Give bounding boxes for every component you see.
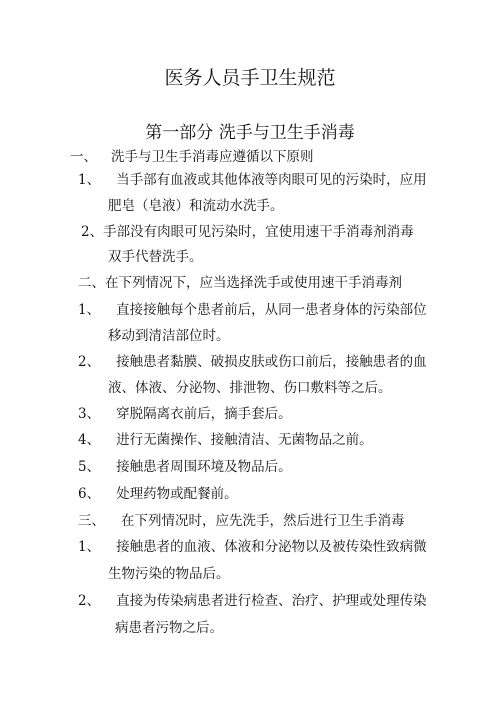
section1-item1-num: 1、 <box>78 172 101 188</box>
section1-item2-num: 2、 <box>81 224 104 240</box>
section2-item1-line1: 直接接触每个患者前后，从同一患者身体的污染部位 <box>116 302 427 318</box>
section2-item5-num: 5、 <box>78 459 101 475</box>
section2-heading <box>78 274 402 292</box>
section2-item3-text: 穿脱隔离衣前后，摘手套后。 <box>116 406 292 422</box>
section3-heading-num: 三、 <box>78 513 105 529</box>
section3-item1 <box>78 538 427 556</box>
section2-item6-num: 6、 <box>78 486 101 502</box>
section1-heading <box>70 148 314 166</box>
section2-item6-text: 处理药物或配餐前。 <box>116 486 238 502</box>
section1-item1 <box>78 171 427 189</box>
section1-item1-line1: 当手部有血液或其他体液等肉眼可见的污染时，应用 <box>116 172 427 188</box>
section1-item1-line2: 肥皂（皂液）和流动水洗手。 <box>108 198 284 214</box>
part-heading: 第一部分 洗手与卫生手消毒 <box>145 123 355 143</box>
section2-item5 <box>78 458 292 476</box>
section2-item4 <box>78 431 373 449</box>
section1-item2-line2: 双手代替洗手。 <box>108 249 203 265</box>
section2-item1 <box>78 301 427 319</box>
section3-item1-line2: 生物污染的物品后。 <box>108 566 230 582</box>
section2-item6 <box>78 485 238 503</box>
section3-item1-num: 1、 <box>78 539 101 555</box>
section1-item2-line1: 手部没有肉眼可见污染时，宜使用速干手消毒剂消毒 <box>103 224 414 240</box>
section3-item2 <box>78 592 427 610</box>
section3-item2-line1: 直接为传染病患者进行检查、治疗、护理或处理传染 <box>116 593 427 609</box>
section3-item2-line2: 病患者污物之后。 <box>115 620 223 636</box>
document-title: 医务人员手卫生规范 <box>164 67 336 89</box>
section1-heading-text: 洗手与卫生手消毒应遵循以下原则 <box>111 149 314 165</box>
section2-item1-num: 1、 <box>78 302 101 318</box>
section1-item2 <box>81 223 414 241</box>
section2-heading-text: 在下列情况下，应当选择洗手或使用速干手消毒剂 <box>105 275 402 291</box>
section3-heading <box>78 512 405 530</box>
section2-heading-num: 二、 <box>78 275 105 291</box>
section2-item2-line2: 液、体液、分泌物、排泄物、伤口敷料等之后。 <box>108 380 392 396</box>
section2-item2-line1: 接触患者黏膜、破损皮肤或伤口前后，接触患者的血 <box>116 354 427 370</box>
section2-item5-text: 接触患者周围环境及物品后。 <box>116 459 292 475</box>
section2-item3-num: 3、 <box>78 406 101 422</box>
section2-item3 <box>78 405 292 423</box>
section3-heading-text: 在下列情况时，应先洗手，然后进行卫生手消毒 <box>121 513 405 529</box>
section2-item2-num: 2、 <box>78 354 101 370</box>
section2-item2 <box>78 353 427 371</box>
section1-heading-num: 一、 <box>70 149 97 165</box>
section2-item4-text: 进行无菌操作、接触清洁、无菌物品之前。 <box>116 432 373 448</box>
section3-item2-num: 2、 <box>78 593 101 609</box>
section2-item1-line2: 移动到清洁部位时。 <box>108 328 230 344</box>
section3-item1-line1: 接触患者的血液、体液和分泌物以及被传染性致病微 <box>116 539 427 555</box>
section2-item4-num: 4、 <box>78 432 101 448</box>
